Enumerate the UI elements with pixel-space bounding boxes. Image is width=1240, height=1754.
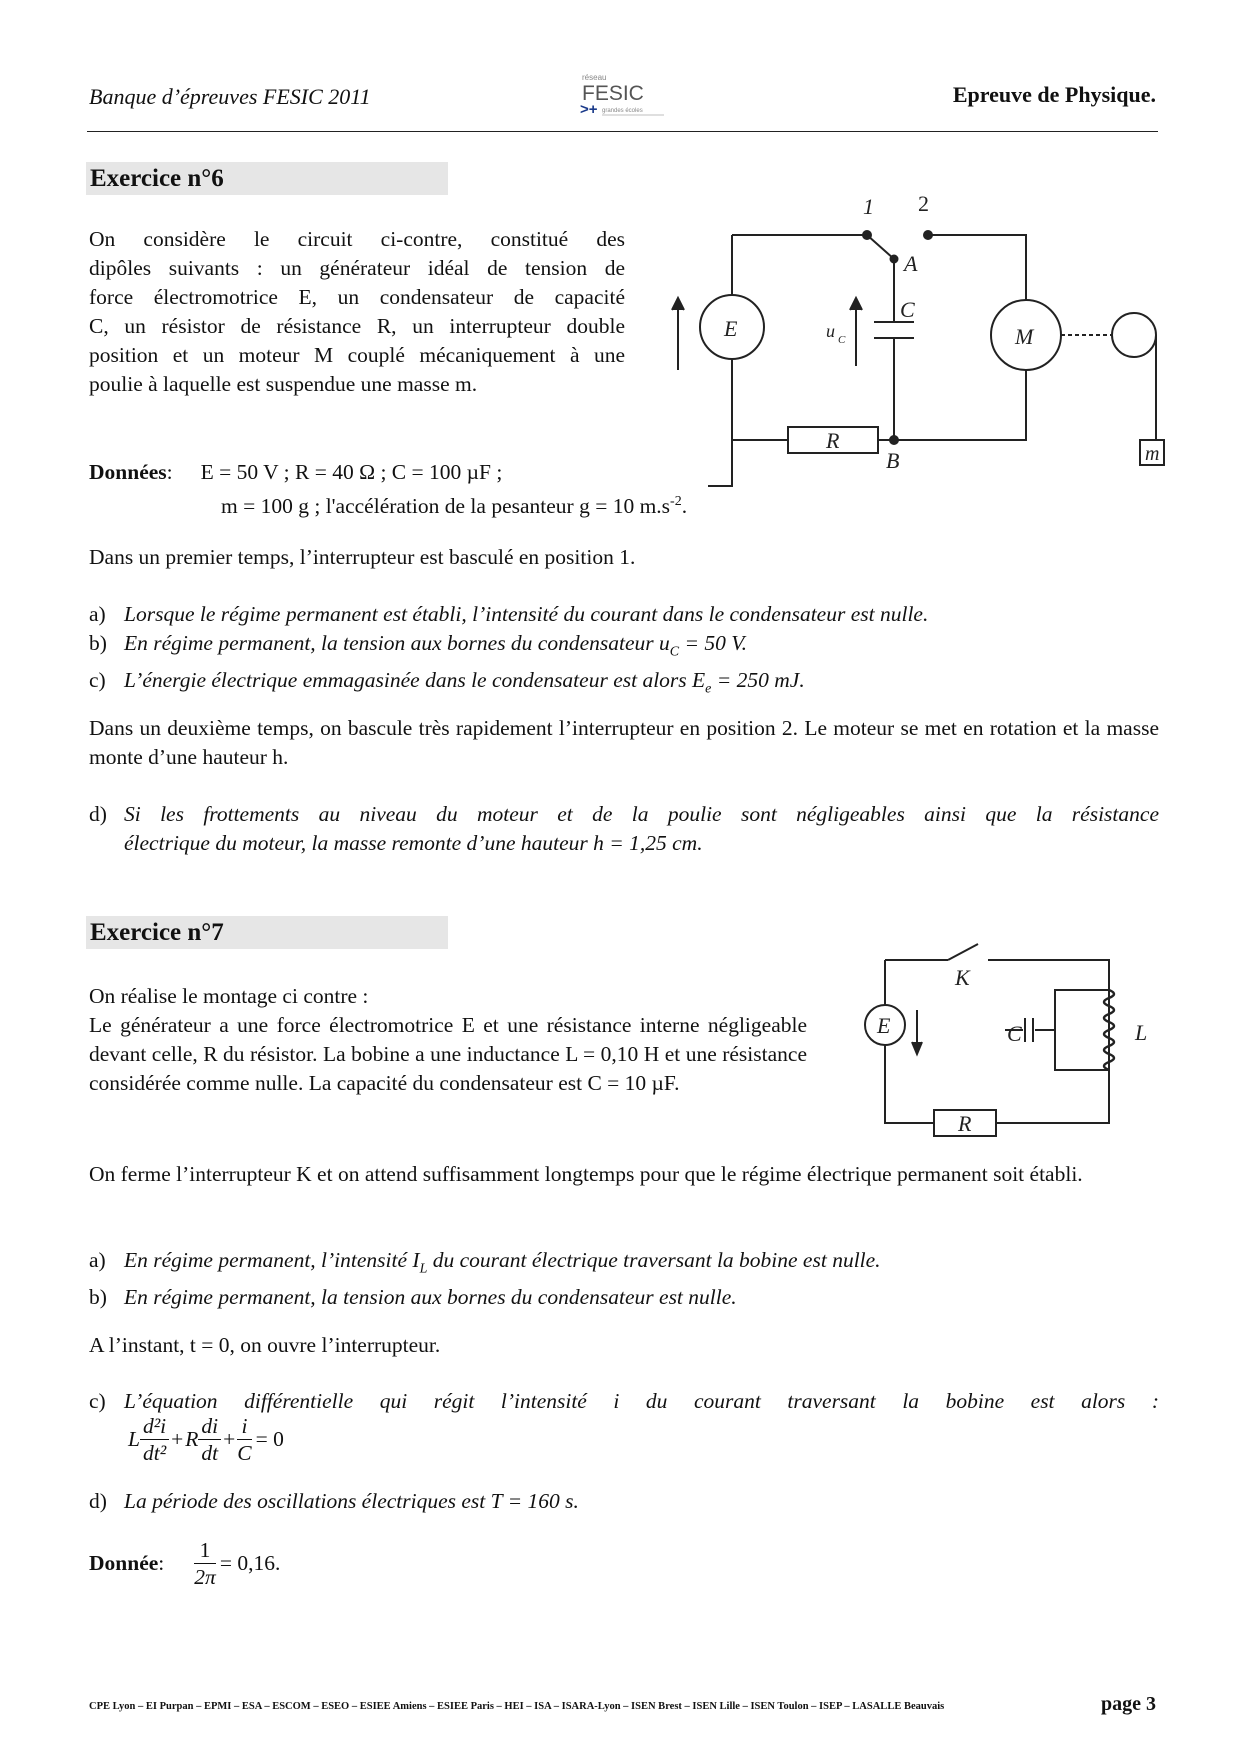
item-text-cont: électrique du moteur, la masse remonte d’une hauteur h = 1,25 cm. [124,831,703,855]
item-label: a) [89,1248,106,1272]
eq-num1: d²i [140,1413,169,1440]
ex6-label-E: E [724,316,738,341]
ex7-item-a [89,1246,881,1283]
ex7-intro-line1: On réalise le montage ci contre : [89,984,369,1008]
ex6-intro-line: position et un moteur M couplé mécaniquement à une [89,343,625,367]
ex7-label-K: K [955,965,970,990]
ex6-intro-line: C, un résistor de résistance R, un interrupteur double [89,314,625,338]
ex7-label-L: L [1135,1020,1148,1045]
ex6-step1: Dans un premier temps, l’interrupteur est basculé en position 1. [89,545,636,569]
logo-main: FESIC [582,82,644,105]
eq-plus: + [223,1427,236,1451]
ex7-circuit-diagram [855,940,1165,1140]
item-text: Lorsque le régime permanent est établi, l’intensité du courant dans le condensateur est nulle. [124,602,929,626]
logo-small: réseau [582,73,607,82]
ex7-data-label: Donnée [89,1551,159,1575]
ex6-label-uc-sub: C [838,334,846,346]
ex6-data-label: Données [89,460,167,484]
ex6-label-pos1: 1 [863,194,874,219]
ex7-label-C: C [1007,1021,1022,1046]
ex6-data [89,458,687,521]
ex6-data-line2: m = 100 g ; l'accélération de la pesanteur g = 10 m.s [221,494,671,519]
item-text: Si les frottements au niveau du moteur et de la poulie sont négligeables ainsi que la résistance [124,802,1159,826]
ex7-close: On ferme l’interrupteur K et on attend suffisamment longtemps pour que le régime électrique permanent soit établi. [89,1162,1083,1186]
item-text: La période des oscillations électriques est T = 160 s. [124,1489,579,1513]
ex6-data-line2-end: . [681,494,688,519]
ex6-items-abc [89,600,928,704]
ex7-intro [89,982,807,1098]
item-label: d) [89,1489,107,1513]
ex7-label-R: R [958,1111,972,1136]
ex6-label-uc: u [826,321,835,341]
ex6-intro-line: force électromotrice E, un condensateur de capacité [89,285,625,309]
item-label: c) [89,668,106,693]
data-num: 1 [194,1537,216,1564]
eq-R: R [185,1427,199,1451]
ex7-data-sep: : [158,1551,165,1575]
ex7-open: A l’instant, t = 0, on ouvre l’interrupteur. [89,1333,441,1357]
item-label: d) [89,802,107,826]
eq-rhs: = 0 [255,1427,284,1451]
ex6-label-A: A [904,251,918,276]
header-right: Epreuve de Physique. [952,82,1156,107]
ex7-items-ab [89,1246,881,1312]
item-label: a) [89,602,106,626]
data-den: 2π [194,1565,216,1589]
fesic-logo [574,70,674,122]
item-sub: e [705,681,712,697]
header-rule [87,131,1158,132]
header-left: Banque d’épreuves FESIC 2011 [89,84,371,109]
ex7-item-d [89,1487,579,1516]
ex6-data-sep: : [166,460,173,484]
item-sub: C [669,644,680,660]
item-text: En régime permanent, l’intensité I [124,1248,420,1272]
ex6-item-d [89,800,1159,858]
item-text: En régime permanent, la tension aux bornes du condensateur u [124,631,670,655]
ex6-intro-line: poulie à laquelle est suspendue une masse m. [89,372,478,396]
ex6-label-M: M [1015,324,1034,349]
page-number: page 3 [1101,1693,1156,1715]
data-val: = 0,16. [219,1551,281,1575]
ex7-equation [128,1413,284,1466]
ex6-label-R: R [826,428,840,453]
item-text: En régime permanent, la tension aux bornes du condensateur est nulle. [124,1285,737,1310]
item-text: L’équation différentielle qui régit l’intensité i du courant traversant la bobine est alors : [124,1389,1159,1413]
item-after: = 250 mJ. [711,668,805,693]
item-label: c) [89,1389,106,1413]
ex6-item-c [89,666,928,703]
ex6-title: Exercice n°6 [86,162,448,195]
ex7-data [89,1537,280,1590]
ex6-intro [89,225,625,399]
eq-den2: dt [201,1441,219,1465]
ex6-step2: Dans un deuxième temps, on bascule très rapidement l’interrupteur en position 2. Le moteur se met en rotation et la masse monte d’une hauteur h. [89,716,1159,769]
item-label: b) [89,1285,107,1310]
eq-L: L [128,1427,140,1451]
ex6-item-a [89,600,928,629]
item-text: L’énergie électrique emmagasinée dans le condensateur est alors E [124,668,706,693]
ex6-item-b [89,629,928,666]
ex6-intro-line: dipôles suivants : un générateur idéal de tension de [89,256,625,280]
item-label: b) [89,631,107,655]
ex6-intro-line: On considère le circuit ci-contre, constitué des [89,227,625,251]
eq-num3: i [237,1413,251,1440]
item-after: du courant électrique traversant la bobine est nulle. [427,1248,881,1272]
item-sub: L [419,1261,428,1277]
ex7-label-E: E [877,1013,891,1038]
ex6-label-B: B [886,448,900,473]
eq-den3: C [237,1441,252,1465]
ex6-data-line2-sup: -2 [670,494,682,509]
ex6-label-C: C [900,297,915,322]
ex6-label-m: m [1145,443,1160,465]
footer-schools: CPE Lyon – EI Purpan – EPMI – ESA – ESCOM – ESEO – ESIEE Amiens – ESIEE Paris – HEI – ISA – ISARA-Lyon – ISEN Brest – ISEN Lille – ISEN Toulon – ISEP – LASALLE Beauvais [89,1701,945,1712]
eq-den1: dt² [142,1441,167,1465]
ex6-data-line1: E = 50 V ; R = 40 Ω ; C = 100 µF ; [200,460,503,484]
ex7-intro-body: Le générateur a une force électromotrice E et une résistance interne négligeable devant celle, R du résistor. La bobine a une inductance L = 0,10 H et une résistance considérée comme nulle. La capacité du condensateur est C = 10 µF. [89,1013,807,1095]
logo-tag: grandes écoles [602,108,643,114]
ex7-item-b [89,1283,881,1312]
ex6-label-pos2: 2 [918,191,929,216]
logo-mark: >+ [580,101,598,118]
ex7-item-c [89,1387,1159,1416]
eq-num2: di [198,1413,221,1440]
ex6-circuit-diagram [660,190,1180,490]
eq-plus: + [171,1427,184,1451]
ex7-title: Exercice n°7 [86,916,448,949]
item-after: = 50 V. [679,631,747,655]
